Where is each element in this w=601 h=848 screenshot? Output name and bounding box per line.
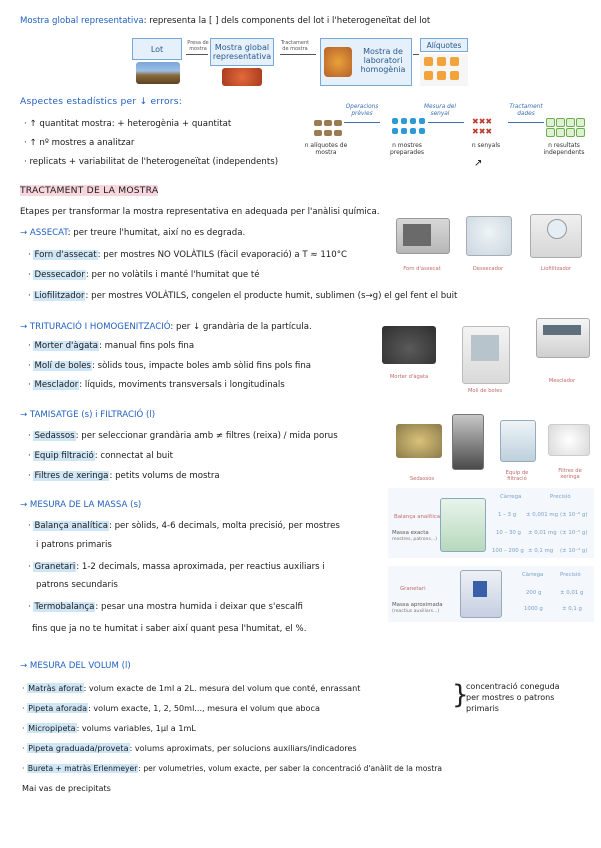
gran-col-carrega: Càrrega: [522, 572, 544, 578]
gran-row-1-carrega: 200 g: [526, 590, 542, 596]
analytical-balance-photo: [440, 498, 486, 552]
granetari-panel: [388, 566, 594, 622]
gran-row-1-precisio: ± 0,01 g: [560, 590, 584, 596]
intro-term: Mostra global representativa: [20, 16, 144, 26]
trit-item-1: · Morter d'àgata: manual fins pols fina: [28, 341, 195, 351]
lot-photo: [136, 62, 180, 84]
assecat-item-2: · Dessecador: per no volàtils i manté l'humitat que té: [28, 270, 260, 280]
flow-arrow1-label: Presa de mostra: [187, 40, 209, 52]
bal-col-precisio: Precisió: [550, 494, 571, 500]
brace-note-1: concentració coneguda: [466, 682, 560, 691]
syringe-filters-caption: Filtres de xeringa: [558, 468, 582, 480]
ball-mill-caption: Molí de boles: [467, 388, 503, 394]
flow-box-global: Mostra global representativa: [210, 38, 274, 66]
volum-heading: → MESURA DEL VOLUM (l): [20, 661, 131, 671]
trit-item-2: · Molí de boles: sòlids tous, impacte boles amb sòlid fins pols fina: [28, 361, 312, 371]
tami-item-2: · Equip filtració: connectat al buit: [28, 451, 174, 461]
brace-note-2: per mostres o patrons: [466, 693, 555, 702]
massa-item-3b: fins que ja no te humitat i saber així quant pesa l'humitat, el %.: [32, 624, 307, 634]
brace-note-3: primaris: [466, 704, 499, 713]
bal-col-carrega: Càrrega: [500, 494, 522, 500]
gran-row-2-carrega: 1000 g: [524, 606, 543, 612]
flow2-n4: n resultats independents: [543, 142, 585, 156]
bal-row-3-sig: (± 10⁻⁴ g): [560, 548, 588, 554]
volum-item-3: · Micropipeta: volums variables, 1µl a 1mL: [22, 723, 196, 733]
mortar-photo: [382, 326, 436, 364]
stats-bullet-1: · ↑ quantitat mostra: + heterogènia + quantitat: [24, 119, 232, 129]
syringe-filters-photo: [548, 424, 590, 456]
flow2-n2: n mostres preparades: [389, 142, 425, 156]
balance-panel: [388, 488, 594, 558]
bal-row-2-precisio: ± 0,01 mg: [528, 530, 557, 536]
flow2-label-2: Mesura del senyal: [424, 104, 456, 117]
tami-heading: → TAMISATGE (s) i FILTRACIÓ (l): [20, 410, 156, 420]
flow2-label-1: Operacions prèvies: [345, 104, 379, 117]
massa-item-1b: i patrons primaris: [36, 540, 112, 550]
flow-arrow2-label: Tractament de mostra: [280, 40, 310, 52]
massa-heading: → MESURA DE LA MASSA (s): [20, 500, 142, 510]
volum-item-1: · Matràs aforat: volum exacte de 1ml a 2L. mesura del volum que conté, enrassant: [22, 683, 361, 693]
volum-item-2: · Pipeta aforada: volum exacte, 1, 2, 50ml..., mesura el volum que aboca: [22, 703, 320, 713]
brace-icon: }: [452, 680, 469, 710]
oven-photo: [396, 218, 450, 254]
assecat-item-3: · Liofilitzador: per mostres VOLÀTILS, congelen el producte humit, sublimen (s→g) el gel fent el buit: [28, 291, 458, 301]
tract-title: TRACTAMENT DE LA MOSTRA: [20, 185, 159, 196]
trit-heading: → TRITURACIÓ I HOMOGENITZACIÓ: per ↓ grandària de la partícula.: [20, 322, 312, 332]
balance-label: Balança analítica: [394, 514, 441, 520]
assecat-item-1: · Forn d'assecat: per mostres NO VOLÀTILS (fàcil evaporació) a T ≈ 110°C: [28, 250, 348, 260]
lab-sample-photo: [324, 47, 352, 77]
balance-sub2: mostres, patrons...): [392, 537, 438, 542]
bal-row-2-carrega: 10 – 30 g: [496, 530, 521, 536]
gran-col-precisio: Precisió: [560, 572, 581, 578]
trit-item-3: · Mesclador: líquids, moviments transversals i longitudinals: [28, 380, 285, 390]
flow-arrow2: [280, 54, 316, 55]
desiccator-photo: [466, 216, 512, 256]
granetari-sub2: (reactius auxiliars...): [392, 609, 440, 614]
granetari-label: Granetari: [400, 586, 426, 592]
flow-box-lab-label: Mostra de laboratori homogènia: [360, 47, 406, 74]
massa-item-2: · Granetari: 1-2 decimals, massa aproximada, per reactius auxiliars i: [28, 562, 325, 572]
sieve-stack-photo: [452, 414, 484, 470]
intro-text: : representa la [ ] dels components del lot i l'heterogeneïtat del lot: [143, 16, 431, 26]
bal-row-1-precisio: ± 0,001 mg: [526, 512, 559, 518]
gran-row-2-precisio: ± 0,1 g: [562, 606, 582, 612]
intro-line: [20, 16, 430, 27]
ball-mill-photo: [462, 326, 510, 384]
massa-item-1: · Balança analítica: per sòlids, 4-6 decimals, molta precisió, per mostres: [28, 521, 340, 531]
mixer-photo: [536, 318, 590, 358]
assecat-heading: → ASSECAT: per treure l'humitat, així no es degrada.: [20, 228, 246, 238]
mortar-caption: Morter d'àgata: [389, 374, 429, 380]
volum-item-5: · Bureta + matràs Erlenmeyer: per volumetries, volum exacte, per saber la concentració d'anàlit de la mostra: [22, 764, 443, 773]
flow-arrow3: [413, 54, 419, 55]
tami-item-3: · Filtres de xeringa: petits volums de mostra: [28, 471, 220, 481]
oven-caption: Forn d'assecat: [403, 266, 441, 272]
flow2-n1: n alíquotes de mostra: [304, 142, 348, 156]
volum-item-6: Mai vas de precipitats: [22, 783, 111, 793]
massa-item-2b: patrons secundaris: [36, 580, 118, 590]
flow2-n3: n senyals: [471, 142, 501, 149]
global-sample-photo: [222, 68, 262, 86]
aliquotes-grid: [420, 54, 468, 86]
filtration-caption: Equip de filtració: [505, 470, 529, 482]
stats-heading: Aspectes estadístics per ↓ errors:: [20, 96, 183, 107]
stats-bullet-2: · ↑ nº mostres a analitzar: [24, 138, 135, 148]
flow-box-lab: [320, 38, 412, 86]
stats-bullet-3: · replicats + variabilitat de l'heterogeneïtat (independents): [24, 157, 279, 167]
flow-box-aliquotes: Alíquotes: [420, 38, 468, 52]
top-loading-balance-photo: [460, 570, 502, 618]
sieves-photo: [396, 424, 442, 458]
tami-item-1: · Sedassos: per seleccionar grandària amb ≠ filtres (reixa) / mida porus: [28, 431, 338, 441]
flow-arrow1: [186, 54, 208, 55]
lyophilizer-caption: Liofilitzador: [540, 266, 572, 272]
massa-item-3: · Termobalança: pesar una mostra humida i deixar que s'escalfi: [28, 602, 303, 612]
up-arrow-icon: ↗: [474, 158, 483, 169]
flow-box-lot: Lot: [132, 38, 182, 60]
desiccator-caption: Dessecador: [472, 266, 504, 272]
bal-row-3-carrega: 100 – 200 g: [492, 548, 524, 554]
flow2-label-3: Tractament dades: [509, 104, 543, 117]
balance-sub: Massa exacta: [392, 530, 429, 536]
volum-item-4: · Pipeta graduada/proveta: volums aproximats, per solucions auxiliars/indicadores: [22, 743, 357, 753]
mixer-caption: Mesclador: [548, 378, 576, 384]
bal-row-1-carrega: 1 – 3 g: [498, 512, 517, 518]
lyophilizer-photo: [530, 214, 582, 258]
bal-row-3-precisio: ± 0,1 mg: [528, 548, 554, 554]
tract-intro: Etapes per transformar la mostra representativa en adequada per l'anàlisi química.: [20, 207, 380, 217]
sieves-caption: Sedassos: [409, 476, 435, 482]
filtration-photo: [500, 420, 536, 462]
bal-row-1-sig: (± 10⁻⁶ g): [560, 512, 588, 518]
bal-row-2-sig: (± 10⁻⁵ g): [560, 530, 588, 536]
granetari-sub: Massa aproximada: [392, 602, 443, 608]
